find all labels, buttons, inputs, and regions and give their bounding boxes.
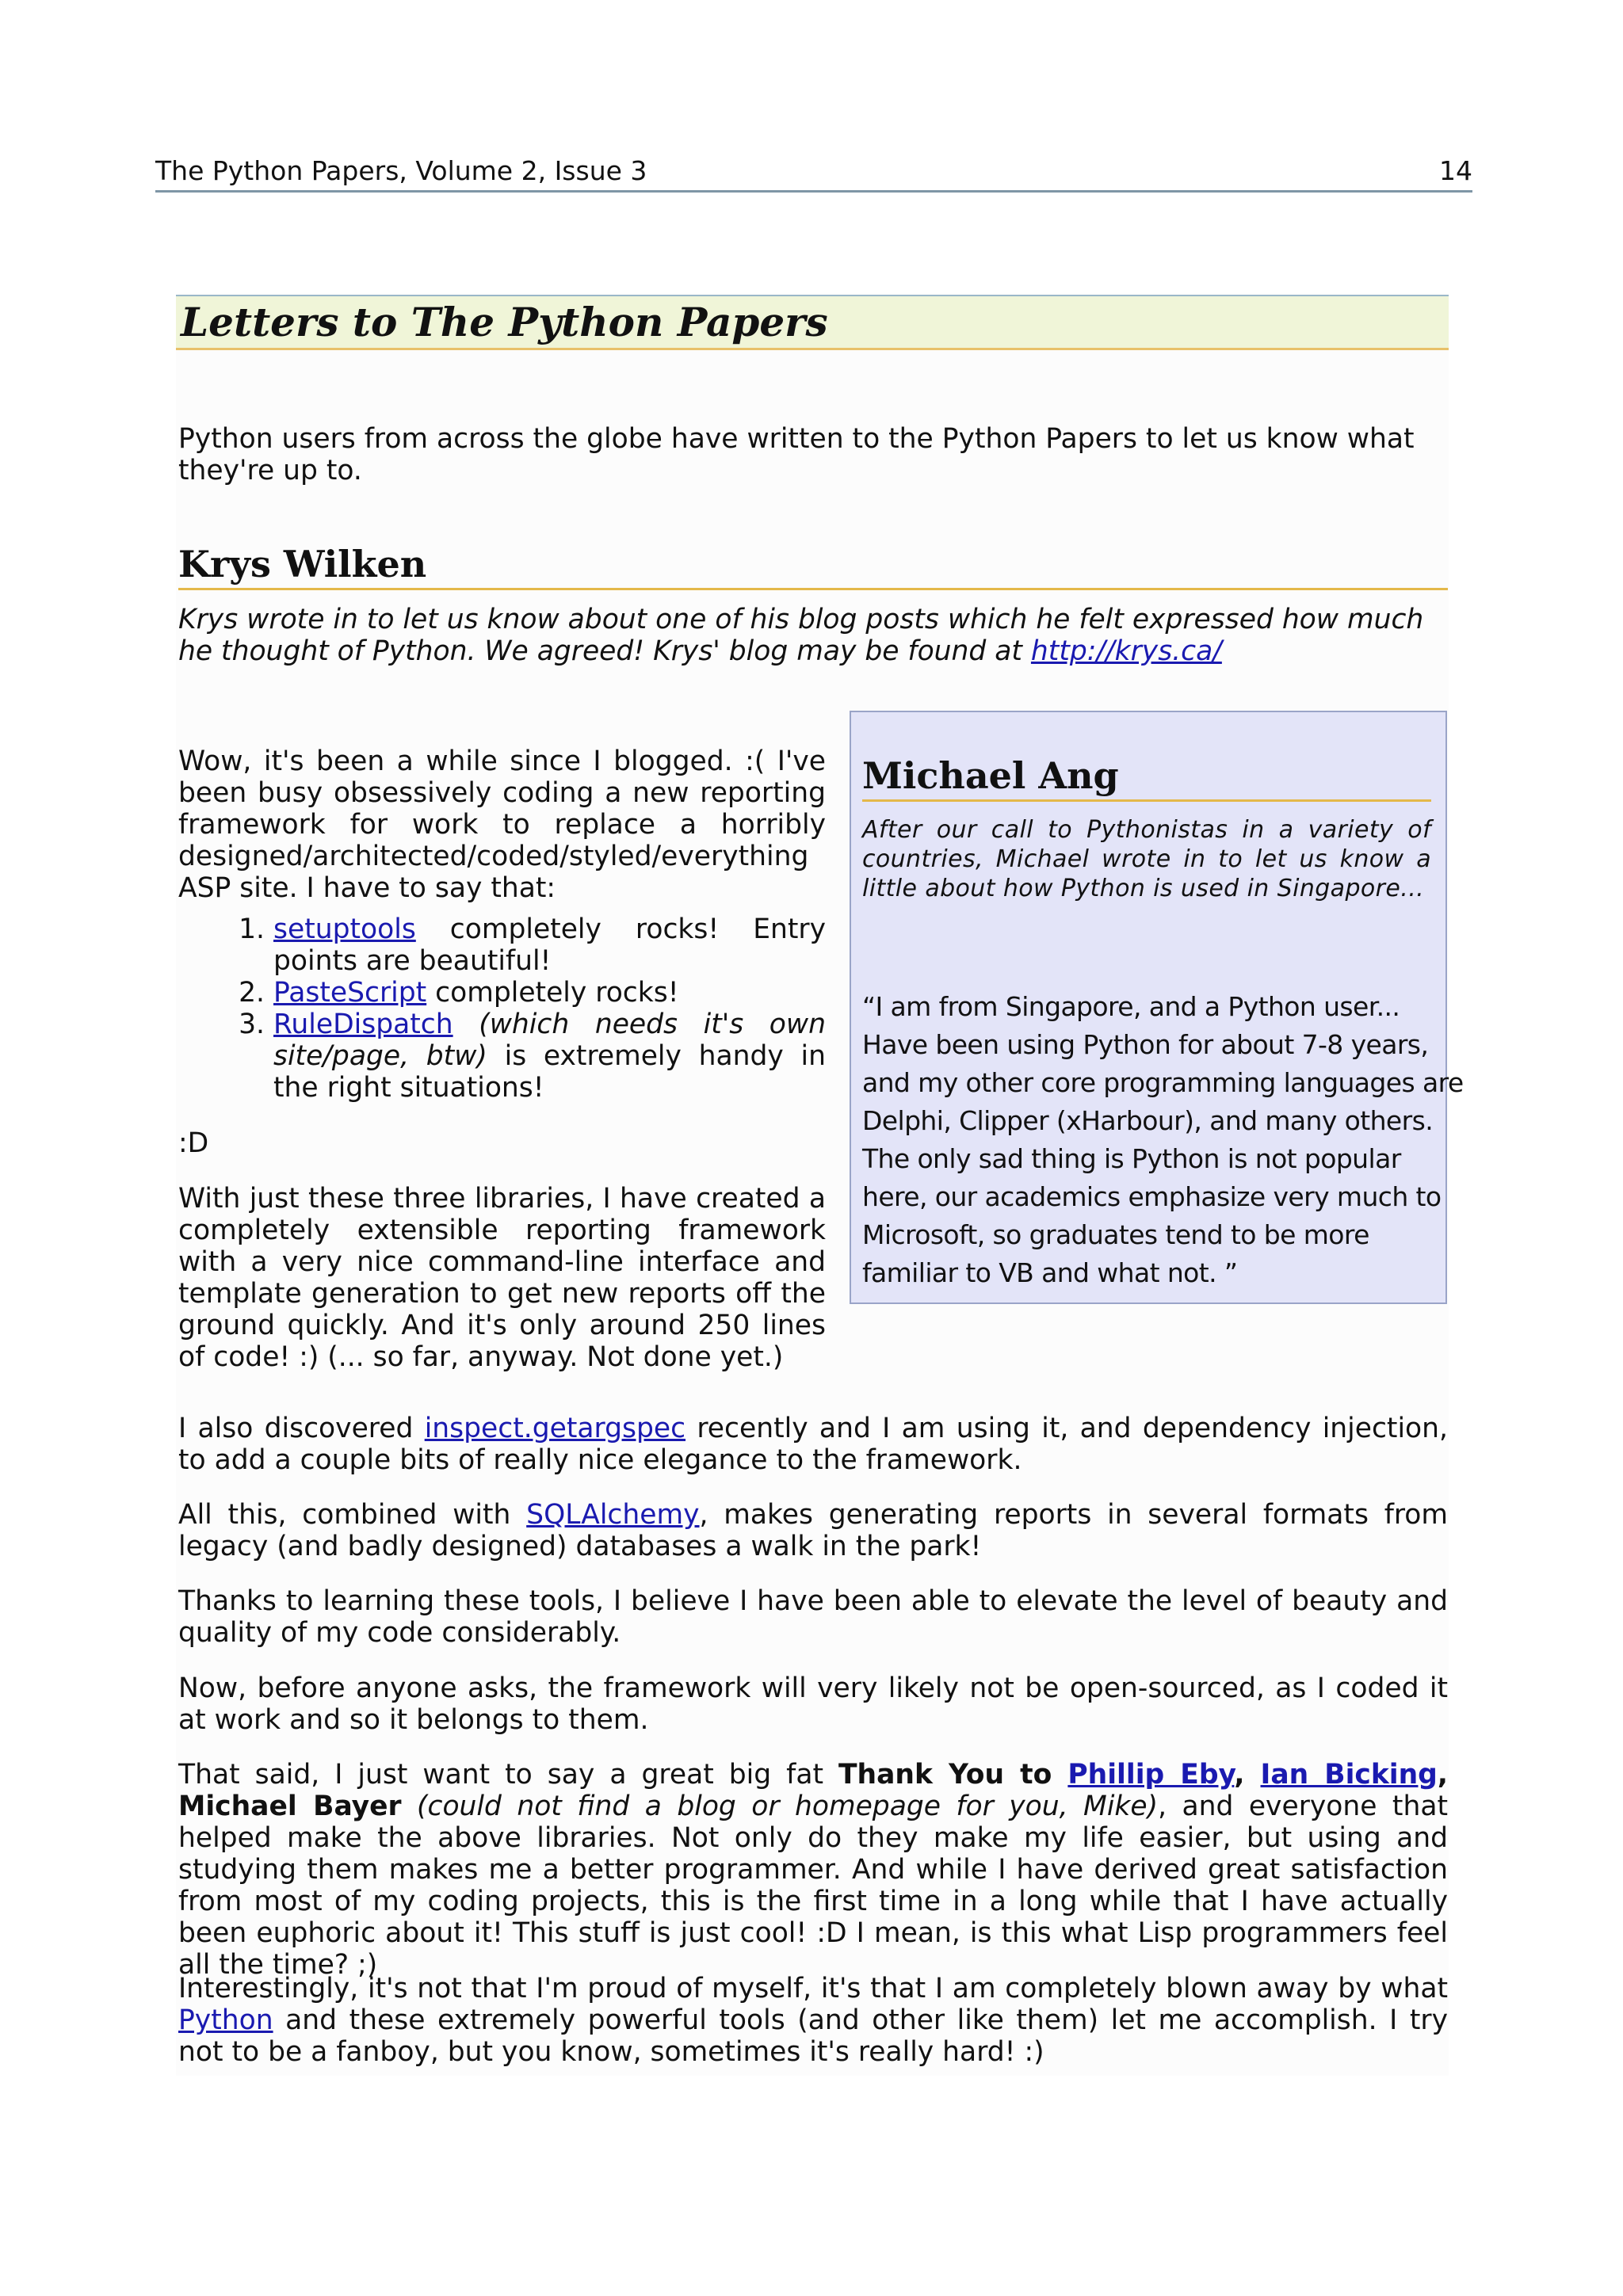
getargspec-link[interactable]: inspect.getargspec	[424, 1413, 686, 1444]
p4-text: All this, combined with	[178, 1499, 527, 1531]
list-item	[273, 1009, 826, 1104]
quote-line: and my other core programming languages are	[862, 1067, 1464, 1098]
list-item-text: is extremely handy in the right situations!	[273, 1040, 826, 1104]
phillip-eby-link[interactable]: Phillip Eby	[1067, 1759, 1235, 1791]
p7-text-end: , and everyone that helped make the above libraries. Not only do they make my life easier, but using and studying them makes me a better programmer. And while I have derived great satisfaction from most of my coding projects, this is the first time in a long while that I have actually been euphoric about it! This stuff is just cool! :D I mean, is this what Lisp programmers feel all the time? ;)	[178, 1791, 1448, 1981]
quote-line: here, our academics emphasize very much to	[862, 1181, 1442, 1212]
p7-text: That said, I just want to say a great big fat	[178, 1759, 839, 1791]
michael-bayer-text: , Michael Bayer	[178, 1759, 1448, 1822]
p4-text-end: , makes generating reports in several formats from legacy (and badly designed) databases a walk in the park!	[178, 1499, 1448, 1562]
p3-text: I also discovered	[178, 1413, 425, 1444]
blog-paragraph-4	[178, 1499, 1448, 1562]
blog-paragraph-3	[178, 1413, 1448, 1476]
library-list	[178, 913, 826, 1104]
michael-ang-intro: After our call to Pythonistas in a variety of countries, Michael wrote in to let us know a little about how Python is used in Singapore...	[862, 816, 1431, 902]
thank-you-text: Thank You to	[838, 1759, 1068, 1791]
michael-ang-sidebar	[850, 711, 1464, 1304]
blog-left-column	[178, 746, 826, 1373]
quote-line: The only sad thing is Python is not popular	[862, 1143, 1401, 1174]
intro-paragraph: Python users from across the globe have written to the Python Papers to let us know what they're up to.	[178, 423, 1415, 486]
blog-paragraph-2: With just these three libraries, I have created a completely extensible reporting framework with a very nice command-line interface and template generation to get new reports off the ground quickly. And it's only around 250 lines of code! :) (... so far, anyway. Not done yet.)	[178, 1183, 826, 1373]
blog-paragraph-8	[178, 1973, 1448, 2068]
blog-paragraph-6: Now, before anyone asks, the framework will very likely not be open-sourced, as I coded it at work and so it belongs to them.	[178, 1672, 1448, 1736]
running-title: The Python Papers, Volume 2, Issue 3	[155, 155, 647, 186]
michael-ang-quote	[862, 988, 1464, 1292]
page-number: 14	[1439, 155, 1472, 186]
blog-paragraph-7	[178, 1759, 1448, 1981]
quote-line: Have been using Python for about 7-8 years,	[862, 1029, 1429, 1060]
krys-blog-link[interactable]: http://krys.ca/	[1030, 635, 1222, 667]
article-title: Letters to The Python Papers	[181, 299, 828, 345]
blog-paragraph-5: Thanks to learning these tools, I believe I have been able to elevate the level of beauty and quality of my code considerably.	[178, 1585, 1448, 1649]
list-item-italic: (which needs it's own site/page, btw)	[273, 1009, 826, 1072]
quote-line: Microsoft, so graduates tend to be more	[862, 1219, 1369, 1250]
setuptools-link[interactable]: setuptools	[273, 913, 416, 945]
p3-text-end: recently and I am using it, and dependency injection, to add a couple bits of really nice elegance to the framework.	[178, 1413, 1448, 1476]
krys-intro-text: Krys wrote in to let us know about one of his blog posts which he felt expressed how much he thought of Python. We agreed! Krys' blog may be found at	[178, 604, 1424, 667]
krys-wilken-heading: Krys Wilken	[178, 540, 1448, 590]
quote-line: Delphi, Clipper (xHarbour), and many others.	[862, 1105, 1434, 1136]
ruledispatch-link[interactable]: RuleDispatch	[273, 1009, 453, 1040]
p7-italic: (could not find a blog or homepage for you, Mike)	[401, 1791, 1159, 1822]
pastescript-link[interactable]: PasteScript	[273, 977, 427, 1009]
list-item-text: completely rocks! Entry points are beautiful!	[273, 913, 826, 977]
ian-bicking-link[interactable]: Ian Bicking	[1260, 1759, 1438, 1791]
michael-ang-heading: Michael Ang	[862, 752, 1431, 802]
p8-text-end: and these extremely powerful tools (and other like them) let me accomplish. I try not to be a fanboy, but you know, sometimes it's really hard! :)	[178, 2004, 1448, 2068]
list-item	[273, 913, 826, 977]
smiley-line: :D	[178, 1127, 209, 1159]
running-header	[155, 152, 1472, 193]
python-link[interactable]: Python	[178, 2004, 273, 2036]
krys-intro	[178, 604, 1448, 667]
blog-paragraph-1: Wow, it's been a while since I blogged. :( I've been busy obsessively coding a new reporting framework for work to replace a horribly designed/architected/coded/styled/everything ASP site. I have to say that:	[178, 746, 826, 904]
quote-line: “I am from Singapore, and a Python user...	[862, 991, 1400, 1022]
separator: ,	[1234, 1759, 1261, 1791]
title-band	[176, 295, 1449, 350]
sqlalchemy-link[interactable]: SQLAlchemy	[526, 1499, 700, 1531]
list-item-text: completely rocks!	[426, 977, 679, 1009]
list-item	[273, 977, 826, 1009]
quote-line: familiar to VB and what not. ”	[862, 1257, 1238, 1288]
p8-text: Interestingly, it's not that I'm proud of myself, it's that I am completely blown away by what	[178, 1973, 1448, 2004]
